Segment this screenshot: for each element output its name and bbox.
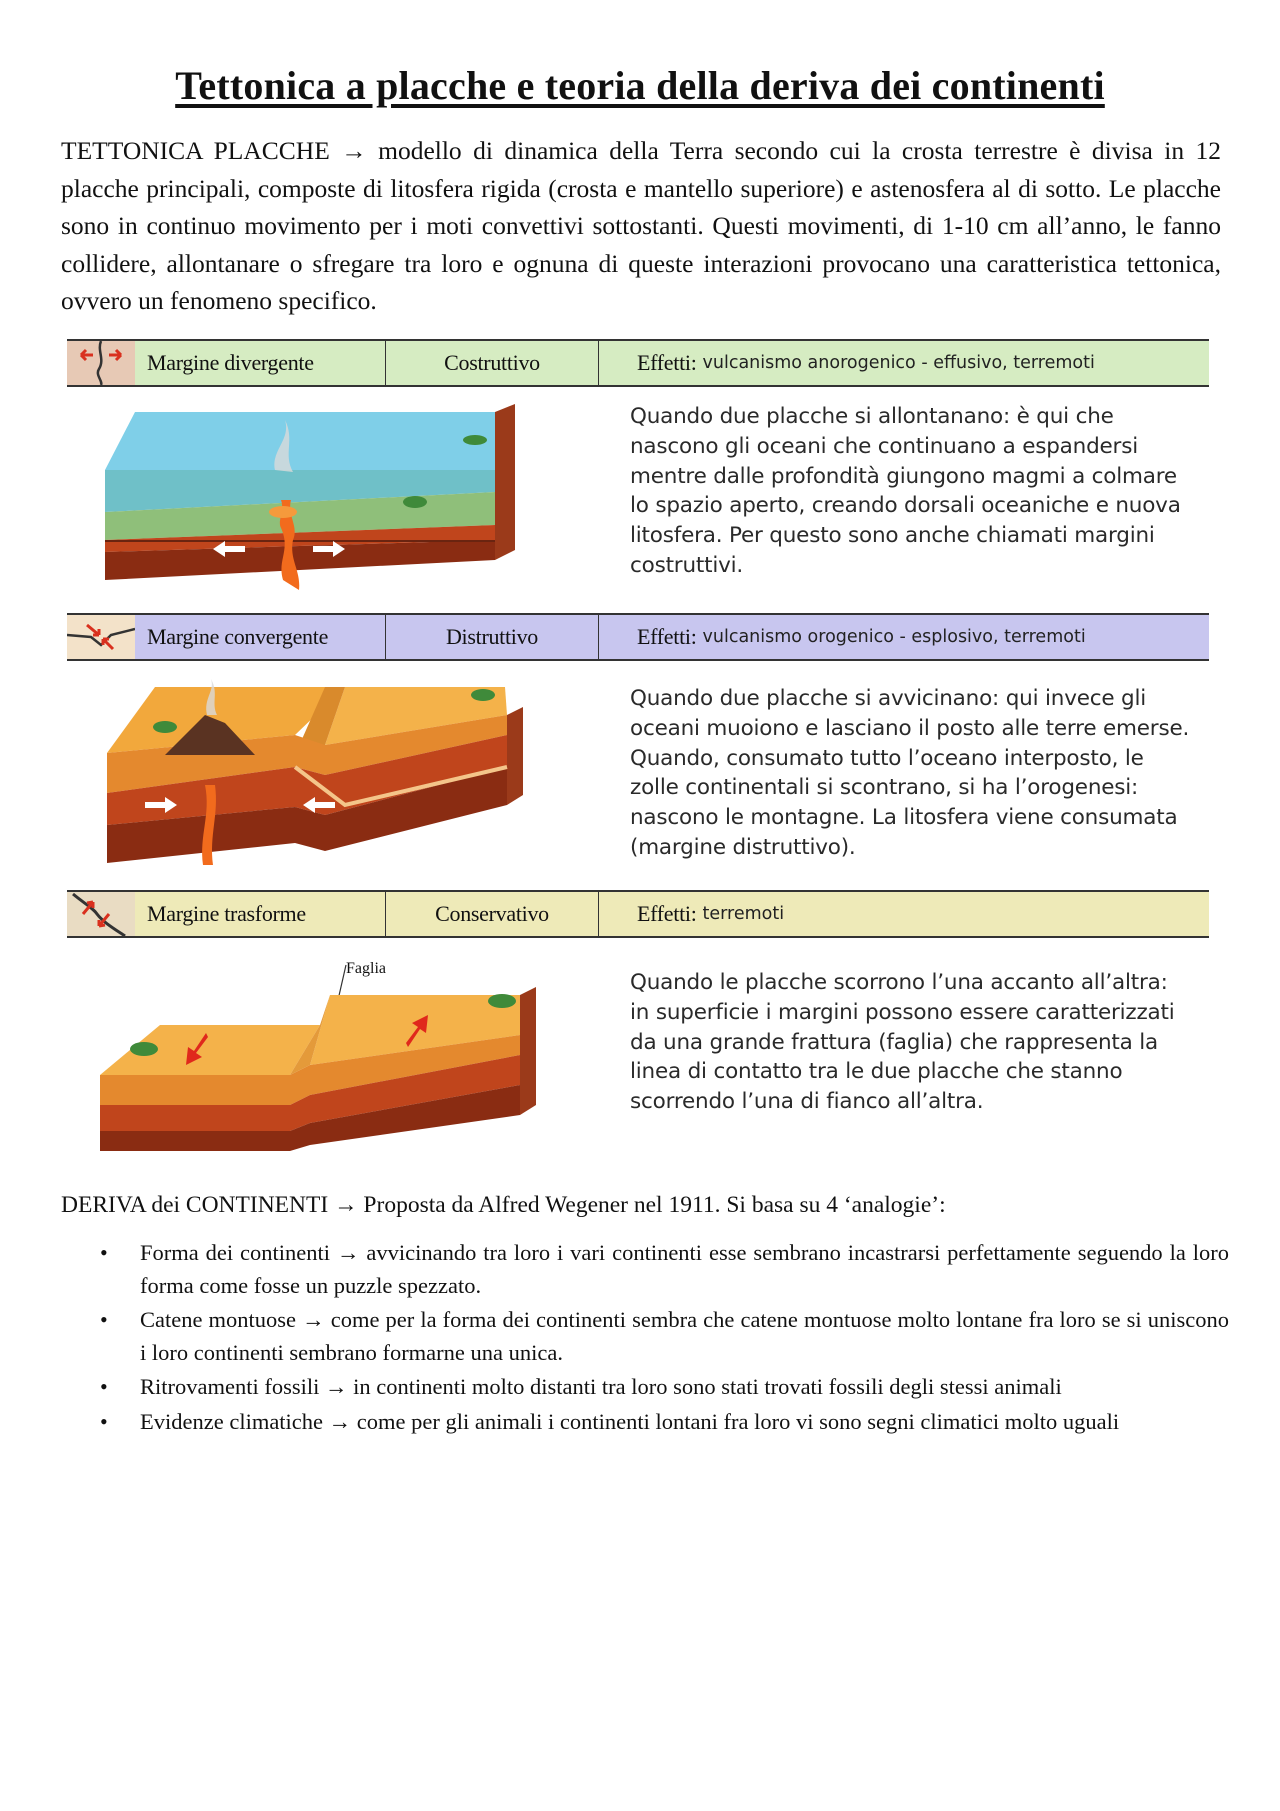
- margin-convergent-header: [67, 613, 1209, 661]
- margin-type: Costruttivo: [386, 341, 599, 385]
- list-item: [61, 1406, 1229, 1439]
- fault-label: Faglia: [346, 960, 386, 977]
- divergent-margin-diagram: [95, 400, 515, 600]
- effects-value: vulcanismo orogenico - esplosivo, terremoti: [702, 627, 1086, 647]
- effects-label: Effetti:: [637, 624, 697, 649]
- convergent-margin-diagram: [95, 675, 515, 875]
- bullet-icon: •: [100, 1307, 108, 1332]
- effects-value: terremoti: [702, 904, 785, 924]
- margin-divergent-header: [67, 339, 1209, 387]
- margin-effects: [599, 615, 1209, 659]
- margin-description: Quando due placche si allontanano: è qui che nascono gli oceani che continuano a espandersi mentre dalle profondità giungono magmi a colmare lo spazio aperto, creando dorsali oceaniche e nuova litosfera. Per questo sono anche chiamati margini costruttivi.: [630, 404, 1181, 578]
- analogies-list: [61, 1237, 1229, 1440]
- margin-name: Margine divergente: [135, 341, 386, 385]
- transform-margin-diagram: [90, 955, 580, 1165]
- margin-effects: [599, 892, 1209, 936]
- effects-label: Effetti:: [637, 901, 697, 926]
- margin-effects: [599, 341, 1209, 385]
- transform-margin-icon: [67, 892, 135, 936]
- margin-name: Margine convergente: [135, 615, 386, 659]
- bullet-icon: •: [100, 1374, 108, 1399]
- margin-description: Quando le placche scorrono l’una accanto all’altra: in superficie i margini possono essere caratterizzati da una grande frattura (faglia) che rappresenta la linea di contatto tra le due placche che stanno scorrendo l’una di fianco all’altra.: [630, 970, 1175, 1115]
- effects-value: vulcanismo anorogenico - effusivo, terremoti: [702, 353, 1095, 373]
- deriva-heading: DERIVA dei CONTINENTI → Proposta da Alfred Wegener nel 1911. Si basa su 4 ‘analogie’:: [61, 1192, 946, 1218]
- margin-description: Quando due placche si avvicinano: qui invece gli oceani muoiono e lasciano il posto alle terre emerse. Quando, consumato tutto l’oceano interposto, le zolle continentali si scontrano, si ha l’orogenesi: nascono le montagne. La litosfera viene consumata (margine distruttivo).: [630, 686, 1190, 860]
- list-item-text: Forma dei continenti → avvicinando tra loro i vari continenti esse sembrano incastrarsi perfettamente seguendo la loro forma come fosse un puzzle spezzato.: [140, 1240, 1229, 1298]
- list-item-text: Catene montuose → come per la forma dei continenti sembra che catene montuose molto lontane fra loro se si uniscono i loro continenti sembrano formarne una unica.: [140, 1307, 1229, 1365]
- page-title: Tettonica a placche e teoria della deriva dei continenti: [175, 63, 1105, 108]
- intro-paragraph: TETTONICA PLACCHE → modello di dinamica della Terra secondo cui la crosta terrestre è divisa in 12 placche principali, composte di litosfera rigida (crosta e mantello superiore) e astenosfera al di sotto. Le placche sono in continuo movimento per i moti convettivi sottostanti. Questi movimenti, di 1-10 cm all’anno, le fanno collidere, allontanare o sfregare tra loro e ognuna di queste interazioni provocano una caratteristica tettonica, ovvero un fenomeno specifico.: [61, 136, 1221, 315]
- list-item: [61, 1371, 1229, 1404]
- bullet-icon: •: [100, 1240, 108, 1265]
- list-item-text: Evidenze climatiche → come per gli animali i continenti lontani fra loro vi sono segni climatici molto uguali: [140, 1408, 1120, 1434]
- bullet-icon: •: [100, 1408, 108, 1434]
- convergent-margin-icon: [67, 615, 135, 659]
- margin-transform-header: [67, 890, 1209, 938]
- effects-label: Effetti:: [637, 350, 697, 375]
- divergent-margin-icon: [67, 341, 135, 385]
- margin-type: Conservativo: [386, 892, 599, 936]
- margin-type: Distruttivo: [386, 615, 599, 659]
- list-item-text: Ritrovamenti fossili → in continenti molto distanti tra loro sono stati trovati fossili degli stessi animali: [140, 1374, 1062, 1399]
- list-item: [61, 1237, 1229, 1302]
- margin-name: Margine trasforme: [135, 892, 386, 936]
- list-item: [61, 1304, 1229, 1369]
